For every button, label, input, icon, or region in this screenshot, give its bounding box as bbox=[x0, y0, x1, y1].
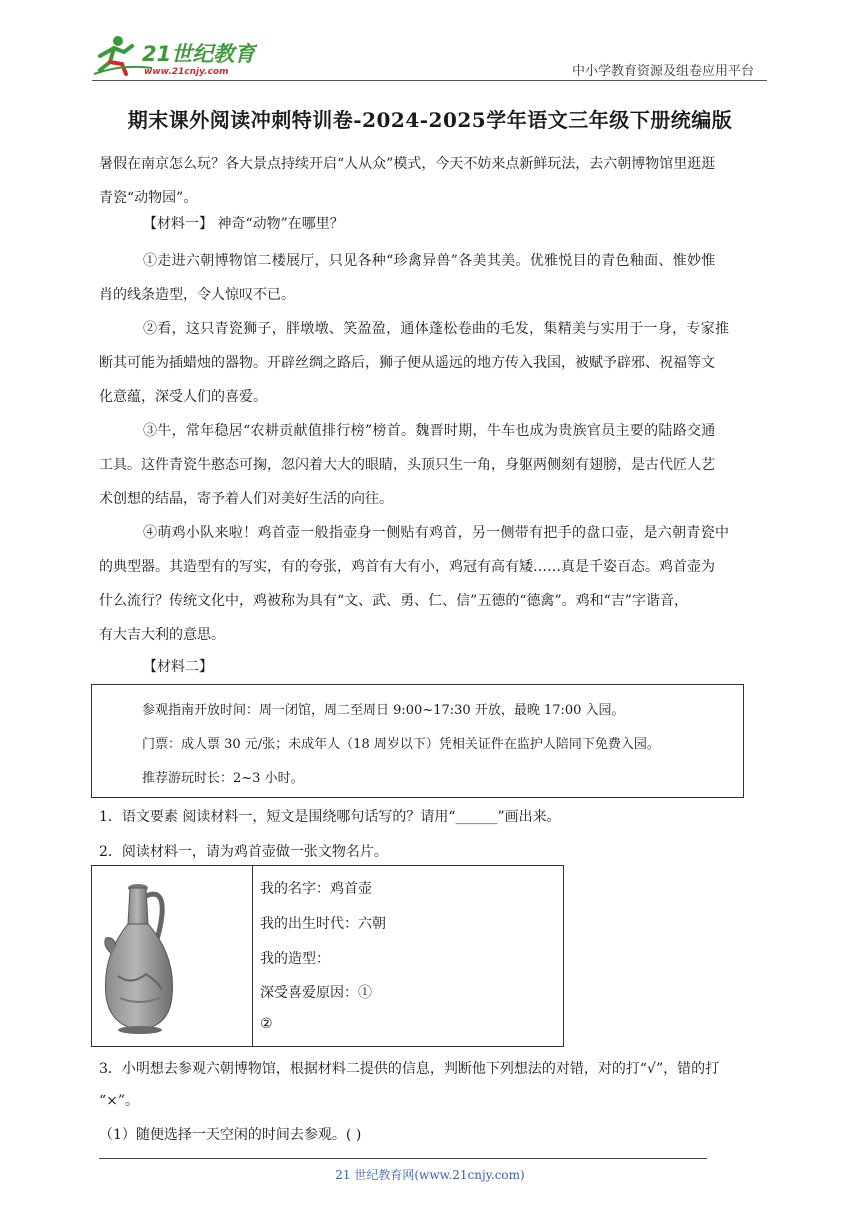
card-shape: 我的造型： bbox=[260, 951, 330, 967]
material1-paragraph-1 bbox=[99, 244, 767, 312]
guide-tickets: 门票：成人票 30 元/张；未成年人（18 周岁以下）凭相关证件在监护人陪同下免费入园。 bbox=[142, 737, 660, 752]
intro-line: 暑假在南京怎么玩？各大景点持续开启“人从众”模式，今天不妨来点新鲜玩法，去六朝博物馆里逛逛 bbox=[99, 156, 716, 172]
material1-paragraph-3 bbox=[99, 414, 767, 516]
platform-label: 中小学教育资源及组卷应用平台 bbox=[571, 64, 754, 79]
footer-divider bbox=[99, 1158, 707, 1159]
material1-paragraph-2 bbox=[99, 312, 767, 414]
artifact-card bbox=[91, 865, 564, 1047]
logo-url: www.21cnjy.com bbox=[144, 67, 229, 77]
paragraph-line: 的典型器。其造型有的写实，有的夸张，鸡首有大有小，鸡冠有高有矮……真是千姿百态。鸡首壶为 bbox=[99, 559, 715, 575]
guide-duration: 推荐游玩时长：2~3 小时。 bbox=[142, 771, 304, 786]
paragraph-line: 化意蕴，深受人们的喜爱。 bbox=[99, 389, 267, 405]
footer-link[interactable]: 21 世纪教育网(www.21cnjy.com) bbox=[335, 1168, 525, 1182]
paragraph-line: 断其可能为插蜡烛的器物。开辟丝绸之路后，狮子便从遥远的地方传入我国，被赋予辟邪、祝福等文 bbox=[99, 355, 715, 371]
paragraph-line: 工具。这件青瓷牛憨态可掬，忽闪着大大的眼睛，头顶只生一角，身躯两侧刻有翅膀，是古代匠人艺 bbox=[99, 457, 715, 473]
page-title: 期末课外阅读冲刺特训卷-2024-2025学年语文三年级下册统编版 bbox=[127, 108, 733, 132]
material2-heading: 【材料二】 bbox=[143, 659, 213, 675]
site-logo bbox=[92, 34, 257, 82]
header-divider bbox=[92, 80, 767, 81]
question-1: 1．语文要素 阅读材料一，短文是围绕哪句话写的？请用“______”画出来。 bbox=[99, 809, 561, 825]
card-divider bbox=[252, 866, 253, 1046]
paragraph-line: ③牛，常年稳居“农耕贡献值排行榜”榜首。魏晋时期，牛车也成为贵族官员主要的陆路交通 bbox=[143, 423, 716, 439]
material1-heading: 【材料一】 神奇“动物”在哪里？ bbox=[143, 216, 344, 232]
paragraph-line: ④萌鸡小队来啦！鸡首壶一般指壶身一侧贴有鸡首，另一侧带有把手的盘口壶，是六朝青瓷中 bbox=[143, 525, 730, 541]
material1-paragraph-4 bbox=[99, 516, 767, 652]
card-reason-2: ② bbox=[260, 1016, 273, 1032]
intro-paragraph bbox=[99, 147, 767, 215]
card-name: 我的名字：鸡首壶 bbox=[260, 881, 372, 897]
paragraph-line: 有大吉大利的意思。 bbox=[99, 627, 225, 643]
question-3: 3．小明想去参观六朝博物馆，根据材料二提供的信息，判断他下列想法的对错，对的打“√”，错的打 bbox=[99, 1061, 720, 1077]
paragraph-line: ①走进六朝博物馆二楼展厅，只见各种“珍禽异兽”各美其美。优雅悦目的青色釉面、惟妙惟 bbox=[143, 253, 716, 269]
paragraph-line: 肖的线条造型，令人惊叹不已。 bbox=[99, 287, 295, 303]
paragraph-line: 什么流行？传统文化中，鸡被称为具有“文、武、勇、仁、信”五德的“德禽”。鸡和“吉”字谐音， bbox=[99, 593, 688, 609]
question-3-1: （1）随便选择一天空闲的时间去参观。( ) bbox=[99, 1127, 362, 1143]
guide-hours: 参观指南开放时间：周一闭馆，周二至周日 9:00~17:30 开放，最晚 17:00 入园。 bbox=[142, 703, 625, 718]
card-era: 我的出生时代：六朝 bbox=[260, 916, 386, 932]
paragraph-line: 术创想的结晶，寄予着人们对美好生活的向往。 bbox=[99, 491, 393, 507]
visitor-guide-box bbox=[91, 684, 744, 798]
question-2: 2．阅读材料一，请为鸡首壶做一张文物名片。 bbox=[99, 844, 388, 860]
paragraph-line: ②看，这只青瓷狮子，胖墩墩、笑盈盈，通体蓬松卷曲的毛发，集精美与实用于一身，专家推 bbox=[143, 321, 730, 337]
intro-line: 青瓷“动物园”。 bbox=[99, 190, 198, 206]
card-reason-1: 深受喜爱原因：① bbox=[260, 985, 372, 1001]
chicken-head-ewer-image bbox=[92, 866, 252, 1046]
question-3-cont: “×”。 bbox=[99, 1093, 140, 1109]
logo-text: 21世纪教育 bbox=[142, 42, 256, 66]
